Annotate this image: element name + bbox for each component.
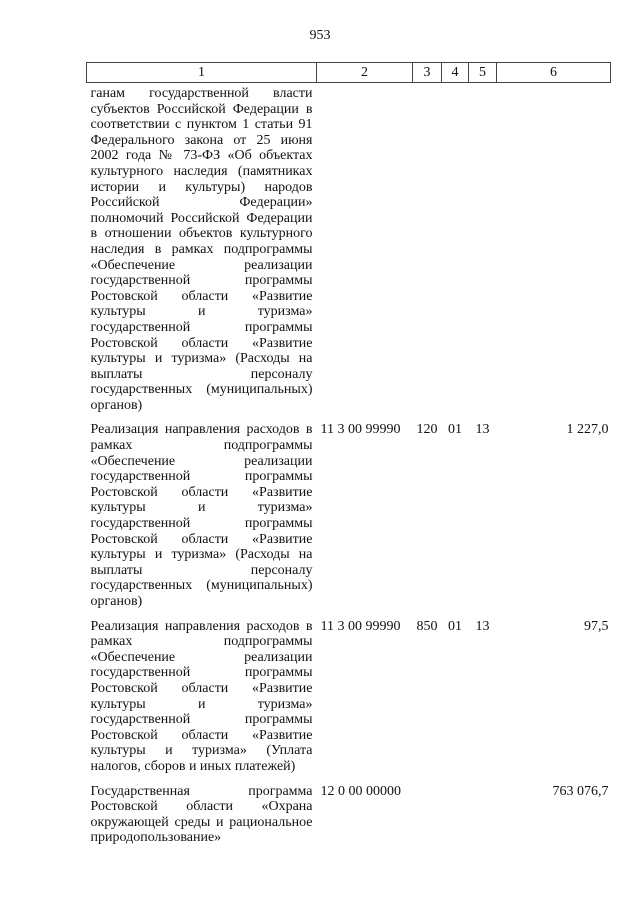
page-number: 953 — [309, 28, 331, 43]
row-description: Реализация направления расходов в рамках подпрограммы «Обеспечение реализации государственной программы Ростовской области «Развитие культуры и туризма» государственной программы Ростовской области «Развитие культуры и туризма» (Уплата налогов, сборов и иных платежей) — [90, 618, 313, 774]
header-col-3: 3 — [413, 63, 442, 83]
table-header — [87, 63, 611, 83]
budget-table — [86, 62, 611, 846]
row-expense-type — [413, 775, 442, 846]
row-description: Реализация направления расходов в рамках подпрограммы «Обеспечение реализации государственной программы Ростовской области «Развитие культуры и туризма» государственной программы Ростовской области «Развитие культуры и туризма» (Расходы на выплаты персоналу государственных (муниципальных) органов) — [90, 422, 313, 609]
row-expense-type: 120 — [416, 422, 438, 438]
row-amount — [497, 83, 611, 414]
row-section — [442, 83, 469, 414]
header-row — [87, 63, 611, 83]
row-target-code — [317, 83, 413, 414]
row-section: 01 — [448, 422, 462, 438]
row-subsection — [469, 775, 497, 846]
row-expense-type: 850 — [416, 618, 438, 634]
row-target-code: 12 0 00 00000 — [320, 783, 401, 799]
row-target-code: 11 3 00 99990 — [320, 422, 401, 438]
header-col-6: 6 — [497, 63, 611, 83]
table-body — [87, 83, 611, 846]
row-description: Государственная программа Ростовской области «Охрана окружающей среды и рациональное природопользование» — [90, 783, 313, 846]
table-row — [87, 413, 611, 609]
header-col-4: 4 — [442, 63, 469, 83]
row-amount: 763 076,7 — [552, 783, 609, 799]
row-amount: 97,5 — [584, 618, 609, 634]
row-description: ганам государственной власти субъектов Российской Федерации в соответствии с пунктом 1 статьи 91 Федерального закона от 25 июня 2002 года № 73-ФЗ «Об объектах культурного наследия (памятниках истории и культуры) народов Российской Федерации» полномочий Российской Федерации в отношении объектов культурного наследия в рамках подпрограммы «Обеспечение реализации государственной программы Ростовской области «Развитие культуры и туризма» государственной программы Ростовской области «Развитие культуры и туризма» (Расходы на выплаты персоналу государственных (муниципальных) органов) — [90, 86, 313, 413]
header-col-2: 2 — [317, 63, 413, 83]
table-row — [87, 610, 611, 775]
row-section: 01 — [448, 618, 462, 634]
row-expense-type — [413, 83, 442, 414]
header-col-1: 1 — [87, 63, 317, 83]
row-section — [442, 775, 469, 846]
row-subsection: 13 — [475, 422, 490, 438]
row-target-code: 11 3 00 99990 — [320, 618, 401, 634]
row-amount: 1 227,0 — [566, 422, 609, 438]
row-subsection: 13 — [475, 618, 490, 634]
row-subsection — [469, 83, 497, 414]
table-row — [87, 83, 611, 414]
table-row — [87, 775, 611, 846]
header-col-5: 5 — [469, 63, 497, 83]
